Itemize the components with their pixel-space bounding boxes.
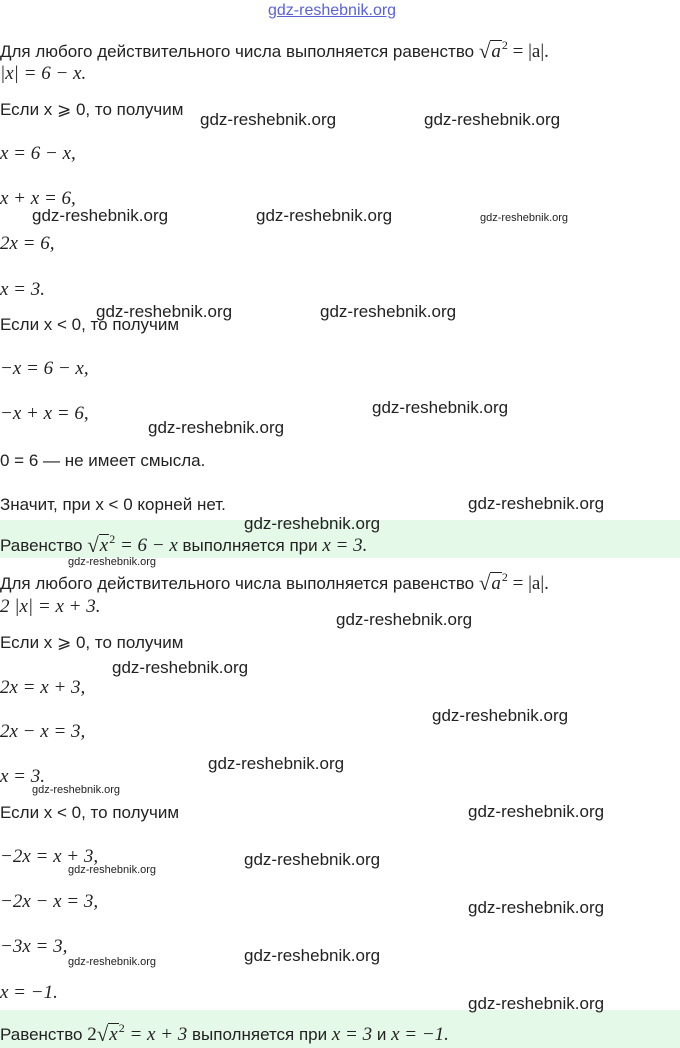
equation-line: |x| = 6 − x. — [0, 63, 87, 84]
solution-step: −2x = x + 3, — [0, 846, 99, 867]
intro-sentence: Для любого действительного числа выполняется равенство $√a^2 = |a|$. — [0, 570, 549, 595]
watermark: gdz-reshebnik.org — [336, 610, 473, 629]
watermark: gdz-reshebnik.org — [432, 706, 569, 725]
watermark: gdz-reshebnik.org — [68, 864, 157, 876]
solution-step: 2x = x + 3, — [0, 677, 86, 698]
watermark: gdz-reshebnik.org — [244, 946, 381, 965]
solution-step: x = −1. — [0, 982, 58, 1003]
watermark: gdz-reshebnik.org — [244, 514, 381, 533]
solution-step: 2x = 6, — [0, 233, 55, 254]
watermark: gdz-reshebnik.org — [480, 212, 569, 224]
conclusion-text: Значит, при x < 0 корней нет. — [0, 495, 226, 514]
answer-line: Равенство $√x^2 = 6 - x$ выполняется при x = 3. — [0, 532, 368, 557]
watermark: gdz-reshebnik.org — [32, 206, 169, 225]
watermark: gdz-reshebnik.org — [208, 754, 345, 773]
watermark: gdz-reshebnik.org — [32, 784, 121, 796]
site-header-link[interactable]: gdz-reshebnik.org — [268, 2, 397, 19]
watermark: gdz-reshebnik.org — [112, 658, 249, 677]
solution-step: −x = 6 − x, — [0, 358, 89, 379]
identity-formula: $√a^2 = |a|$. — [478, 38, 549, 63]
case-heading: Если x ⩾ 0, то получим — [0, 100, 184, 119]
watermark: gdz-reshebnik.org — [200, 110, 337, 129]
solution-step: x = 3. — [0, 766, 46, 787]
watermark: gdz-reshebnik.org — [468, 898, 605, 917]
solution-step: −3x = 3, — [0, 936, 68, 957]
watermark: gdz-reshebnik.org — [468, 802, 605, 821]
solution-step: 2x − x = 3, — [0, 721, 86, 742]
watermark: gdz-reshebnik.org — [256, 206, 393, 225]
answer-line: Равенство $2√x^2 = x + 3$ выполняется при x = 3 и x = −1. — [0, 1021, 449, 1046]
intro-sentence: Для любого действительного числа выполняется равенство $√a^2 = |a|$. — [0, 38, 549, 63]
solution-step: −x + x = 6, — [0, 403, 89, 424]
identity-formula: $√a^2 = |a|$. — [478, 570, 549, 595]
case-heading: Если x < 0, то получим — [0, 803, 180, 822]
watermark: gdz-reshebnik.org — [244, 850, 381, 869]
watermark: gdz-reshebnik.org — [148, 418, 285, 437]
watermark: gdz-reshebnik.org — [68, 556, 157, 568]
watermark: gdz-reshebnik.org — [68, 956, 157, 968]
watermark: gdz-reshebnik.org — [468, 994, 605, 1013]
watermark: gdz-reshebnik.org — [372, 398, 509, 417]
watermark: gdz-reshebnik.org — [424, 110, 561, 129]
watermark: gdz-reshebnik.org — [96, 302, 233, 321]
case-heading: Если x < 0, то получим — [0, 315, 180, 334]
solution-step: −2x − x = 3, — [0, 891, 99, 912]
case-heading: Если x ⩾ 0, то получим — [0, 633, 184, 652]
solution-step: x = 3. — [0, 279, 46, 300]
watermark: gdz-reshebnik.org — [468, 494, 605, 513]
solution-step: x = 6 − x, — [0, 143, 76, 164]
equation-line: 2 |x| = x + 3. — [0, 596, 101, 617]
solution-step: x + x = 6, — [0, 188, 76, 209]
solution-step: 0 = 6 — не имеет смысла. — [0, 451, 206, 470]
watermark: gdz-reshebnik.org — [320, 302, 457, 321]
